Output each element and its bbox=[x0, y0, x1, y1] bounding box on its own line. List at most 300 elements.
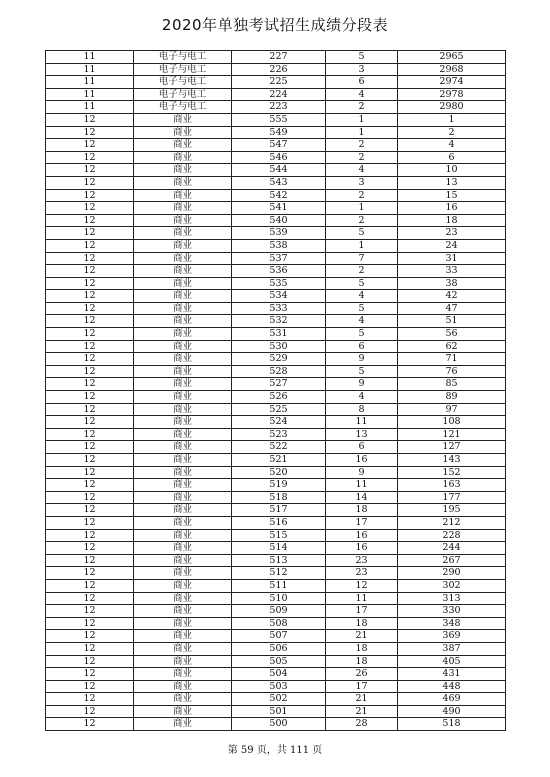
table-row bbox=[46, 454, 506, 467]
score-cell: 509 bbox=[232, 605, 326, 618]
cumulative-count-cell: 313 bbox=[398, 592, 506, 605]
table-body bbox=[46, 51, 506, 731]
footer-total-unit: 页 bbox=[312, 745, 323, 756]
table-row bbox=[46, 642, 506, 655]
count-cell: 16 bbox=[326, 454, 398, 467]
count-cell: 1 bbox=[326, 113, 398, 126]
cumulative-count-cell: 152 bbox=[398, 466, 506, 479]
table-row bbox=[46, 668, 506, 681]
category-code-cell: 12 bbox=[46, 592, 134, 605]
category-name-cell: 商业 bbox=[134, 605, 232, 618]
category-code-cell: 11 bbox=[46, 76, 134, 89]
score-cell: 530 bbox=[232, 340, 326, 353]
table-row bbox=[46, 302, 506, 315]
score-cell: 504 bbox=[232, 668, 326, 681]
page-title: 2020年单独考试招生成绩分段表 bbox=[161, 16, 389, 34]
cumulative-count-cell: 16 bbox=[398, 202, 506, 215]
cumulative-count-cell: 1 bbox=[398, 113, 506, 126]
category-code-cell: 12 bbox=[46, 290, 134, 303]
score-cell: 527 bbox=[232, 378, 326, 391]
count-cell: 5 bbox=[326, 302, 398, 315]
category-name-cell: 商业 bbox=[134, 214, 232, 227]
category-code-cell: 12 bbox=[46, 227, 134, 240]
score-cell: 227 bbox=[232, 51, 326, 64]
count-cell: 4 bbox=[326, 164, 398, 177]
count-cell: 12 bbox=[326, 579, 398, 592]
table-row bbox=[46, 227, 506, 240]
category-name-cell: 商业 bbox=[134, 328, 232, 341]
cumulative-count-cell: 195 bbox=[398, 504, 506, 517]
count-cell: 17 bbox=[326, 605, 398, 618]
cumulative-count-cell: 387 bbox=[398, 642, 506, 655]
table-row bbox=[46, 176, 506, 189]
score-cell: 515 bbox=[232, 529, 326, 542]
category-code-cell: 12 bbox=[46, 466, 134, 479]
score-cell: 555 bbox=[232, 113, 326, 126]
table-row bbox=[46, 315, 506, 328]
cumulative-count-cell: 51 bbox=[398, 315, 506, 328]
category-name-cell: 商业 bbox=[134, 705, 232, 718]
category-name-cell: 商业 bbox=[134, 403, 232, 416]
table-row bbox=[46, 113, 506, 126]
category-name-cell: 商业 bbox=[134, 265, 232, 278]
count-cell: 17 bbox=[326, 680, 398, 693]
category-name-cell: 电子与电工 bbox=[134, 76, 232, 89]
cumulative-count-cell: 13 bbox=[398, 176, 506, 189]
score-cell: 544 bbox=[232, 164, 326, 177]
category-name-cell: 商业 bbox=[134, 139, 232, 152]
table-row bbox=[46, 88, 506, 101]
score-cell: 529 bbox=[232, 353, 326, 366]
score-distribution-table bbox=[45, 50, 506, 731]
table-row bbox=[46, 340, 506, 353]
score-cell: 523 bbox=[232, 428, 326, 441]
table-row bbox=[46, 718, 506, 731]
table-row bbox=[46, 290, 506, 303]
score-cell: 541 bbox=[232, 202, 326, 215]
score-cell: 520 bbox=[232, 466, 326, 479]
count-cell: 2 bbox=[326, 151, 398, 164]
category-name-cell: 商业 bbox=[134, 277, 232, 290]
count-cell: 9 bbox=[326, 378, 398, 391]
count-cell: 18 bbox=[326, 642, 398, 655]
category-code-cell: 12 bbox=[46, 642, 134, 655]
count-cell: 14 bbox=[326, 491, 398, 504]
category-code-cell: 12 bbox=[46, 428, 134, 441]
cumulative-count-cell: 121 bbox=[398, 428, 506, 441]
cumulative-count-cell: 31 bbox=[398, 252, 506, 265]
cumulative-count-cell: 143 bbox=[398, 454, 506, 467]
category-name-cell: 商业 bbox=[134, 189, 232, 202]
count-cell: 4 bbox=[326, 315, 398, 328]
cumulative-count-cell: 15 bbox=[398, 189, 506, 202]
cumulative-count-cell: 2965 bbox=[398, 51, 506, 64]
category-code-cell: 12 bbox=[46, 403, 134, 416]
cumulative-count-cell: 469 bbox=[398, 693, 506, 706]
score-cell: 513 bbox=[232, 554, 326, 567]
score-cell: 524 bbox=[232, 416, 326, 429]
category-name-cell: 电子与电工 bbox=[134, 88, 232, 101]
score-cell: 505 bbox=[232, 655, 326, 668]
category-name-cell: 商业 bbox=[134, 516, 232, 529]
score-cell: 547 bbox=[232, 139, 326, 152]
count-cell: 2 bbox=[326, 101, 398, 114]
cumulative-count-cell: 38 bbox=[398, 277, 506, 290]
cumulative-count-cell: 302 bbox=[398, 579, 506, 592]
cumulative-count-cell: 290 bbox=[398, 567, 506, 580]
category-name-cell: 商业 bbox=[134, 391, 232, 404]
count-cell: 28 bbox=[326, 718, 398, 731]
table-row bbox=[46, 391, 506, 404]
count-cell: 2 bbox=[326, 214, 398, 227]
category-code-cell: 12 bbox=[46, 579, 134, 592]
table-row bbox=[46, 252, 506, 265]
category-name-cell: 商业 bbox=[134, 353, 232, 366]
category-name-cell: 商业 bbox=[134, 579, 232, 592]
table-row bbox=[46, 516, 506, 529]
category-code-cell: 12 bbox=[46, 176, 134, 189]
score-cell: 501 bbox=[232, 705, 326, 718]
category-name-cell: 商业 bbox=[134, 164, 232, 177]
score-cell: 542 bbox=[232, 189, 326, 202]
category-name-cell: 商业 bbox=[134, 542, 232, 555]
score-cell: 518 bbox=[232, 491, 326, 504]
table-row bbox=[46, 101, 506, 114]
category-name-cell: 商业 bbox=[134, 567, 232, 580]
count-cell: 1 bbox=[326, 202, 398, 215]
category-code-cell: 12 bbox=[46, 416, 134, 429]
category-code-cell: 12 bbox=[46, 189, 134, 202]
table-row bbox=[46, 466, 506, 479]
footer-page-number: 59 bbox=[240, 745, 254, 756]
cumulative-count-cell: 244 bbox=[398, 542, 506, 555]
score-cell: 534 bbox=[232, 290, 326, 303]
table-row bbox=[46, 680, 506, 693]
footer-prefix: 第 bbox=[227, 745, 238, 756]
table-row bbox=[46, 542, 506, 555]
category-code-cell: 12 bbox=[46, 164, 134, 177]
count-cell: 6 bbox=[326, 441, 398, 454]
cumulative-count-cell: 212 bbox=[398, 516, 506, 529]
category-code-cell: 12 bbox=[46, 277, 134, 290]
table-row bbox=[46, 378, 506, 391]
category-code-cell: 12 bbox=[46, 668, 134, 681]
cumulative-count-cell: 518 bbox=[398, 718, 506, 731]
score-cell: 223 bbox=[232, 101, 326, 114]
category-code-cell: 12 bbox=[46, 504, 134, 517]
category-code-cell: 12 bbox=[46, 516, 134, 529]
table-row bbox=[46, 605, 506, 618]
category-name-cell: 商业 bbox=[134, 176, 232, 189]
count-cell: 2 bbox=[326, 189, 398, 202]
table-row bbox=[46, 403, 506, 416]
count-cell: 6 bbox=[326, 340, 398, 353]
score-cell: 537 bbox=[232, 252, 326, 265]
count-cell: 18 bbox=[326, 617, 398, 630]
category-name-cell: 商业 bbox=[134, 126, 232, 139]
score-cell: 225 bbox=[232, 76, 326, 89]
count-cell: 1 bbox=[326, 239, 398, 252]
score-cell: 502 bbox=[232, 693, 326, 706]
table-row bbox=[46, 139, 506, 152]
cumulative-count-cell: 62 bbox=[398, 340, 506, 353]
category-code-cell: 12 bbox=[46, 693, 134, 706]
cumulative-count-cell: 431 bbox=[398, 668, 506, 681]
category-name-cell: 商业 bbox=[134, 252, 232, 265]
category-name-cell: 商业 bbox=[134, 290, 232, 303]
table-row bbox=[46, 491, 506, 504]
score-cell: 226 bbox=[232, 63, 326, 76]
table-row bbox=[46, 151, 506, 164]
count-cell: 17 bbox=[326, 516, 398, 529]
cumulative-count-cell: 2980 bbox=[398, 101, 506, 114]
category-name-cell: 商业 bbox=[134, 340, 232, 353]
category-code-cell: 12 bbox=[46, 126, 134, 139]
category-name-cell: 商业 bbox=[134, 113, 232, 126]
table-row bbox=[46, 567, 506, 580]
table-row bbox=[46, 529, 506, 542]
category-name-cell: 商业 bbox=[134, 491, 232, 504]
category-code-cell: 12 bbox=[46, 479, 134, 492]
table-row bbox=[46, 416, 506, 429]
count-cell: 5 bbox=[326, 365, 398, 378]
count-cell: 21 bbox=[326, 630, 398, 643]
count-cell: 2 bbox=[326, 139, 398, 152]
category-code-cell: 12 bbox=[46, 239, 134, 252]
score-cell: 224 bbox=[232, 88, 326, 101]
cumulative-count-cell: 348 bbox=[398, 617, 506, 630]
category-name-cell: 商业 bbox=[134, 479, 232, 492]
cumulative-count-cell: 6 bbox=[398, 151, 506, 164]
category-name-cell: 商业 bbox=[134, 239, 232, 252]
count-cell: 8 bbox=[326, 403, 398, 416]
table-row bbox=[46, 277, 506, 290]
category-code-cell: 12 bbox=[46, 265, 134, 278]
score-cell: 536 bbox=[232, 265, 326, 278]
count-cell: 5 bbox=[326, 51, 398, 64]
category-name-cell: 商业 bbox=[134, 617, 232, 630]
category-name-cell: 商业 bbox=[134, 441, 232, 454]
cumulative-count-cell: 267 bbox=[398, 554, 506, 567]
category-name-cell: 商业 bbox=[134, 668, 232, 681]
category-name-cell: 商业 bbox=[134, 202, 232, 215]
table-row bbox=[46, 126, 506, 139]
footer-total-pages: 111 bbox=[290, 745, 310, 756]
table-row bbox=[46, 51, 506, 64]
category-code-cell: 12 bbox=[46, 567, 134, 580]
category-code-cell: 12 bbox=[46, 151, 134, 164]
cumulative-count-cell: 56 bbox=[398, 328, 506, 341]
cumulative-count-cell: 448 bbox=[398, 680, 506, 693]
count-cell: 5 bbox=[326, 227, 398, 240]
footer-page-unit: 页，共 bbox=[256, 745, 287, 756]
category-code-cell: 12 bbox=[46, 139, 134, 152]
count-cell: 9 bbox=[326, 353, 398, 366]
table-row bbox=[46, 592, 506, 605]
cumulative-count-cell: 76 bbox=[398, 365, 506, 378]
score-cell: 522 bbox=[232, 441, 326, 454]
table-row bbox=[46, 63, 506, 76]
category-name-cell: 电子与电工 bbox=[134, 51, 232, 64]
count-cell: 4 bbox=[326, 391, 398, 404]
category-code-cell: 12 bbox=[46, 202, 134, 215]
table-row bbox=[46, 214, 506, 227]
category-code-cell: 12 bbox=[46, 113, 134, 126]
cumulative-count-cell: 33 bbox=[398, 265, 506, 278]
score-cell: 500 bbox=[232, 718, 326, 731]
count-cell: 13 bbox=[326, 428, 398, 441]
cumulative-count-cell: 18 bbox=[398, 214, 506, 227]
score-cell: 514 bbox=[232, 542, 326, 555]
category-code-cell: 12 bbox=[46, 680, 134, 693]
category-code-cell: 12 bbox=[46, 718, 134, 731]
count-cell: 6 bbox=[326, 76, 398, 89]
cumulative-count-cell: 163 bbox=[398, 479, 506, 492]
category-name-cell: 商业 bbox=[134, 630, 232, 643]
count-cell: 11 bbox=[326, 479, 398, 492]
score-cell: 540 bbox=[232, 214, 326, 227]
table-row bbox=[46, 705, 506, 718]
table-row bbox=[46, 479, 506, 492]
category-code-cell: 11 bbox=[46, 51, 134, 64]
table-row bbox=[46, 617, 506, 630]
category-code-cell: 12 bbox=[46, 529, 134, 542]
category-name-cell: 商业 bbox=[134, 416, 232, 429]
category-code-cell: 11 bbox=[46, 63, 134, 76]
cumulative-count-cell: 2968 bbox=[398, 63, 506, 76]
score-cell: 528 bbox=[232, 365, 326, 378]
count-cell: 23 bbox=[326, 554, 398, 567]
count-cell: 18 bbox=[326, 655, 398, 668]
count-cell: 16 bbox=[326, 542, 398, 555]
cumulative-count-cell: 2978 bbox=[398, 88, 506, 101]
cumulative-count-cell: 2 bbox=[398, 126, 506, 139]
table-row bbox=[46, 189, 506, 202]
category-name-cell: 商业 bbox=[134, 378, 232, 391]
score-cell: 521 bbox=[232, 454, 326, 467]
cumulative-count-cell: 24 bbox=[398, 239, 506, 252]
category-name-cell: 电子与电工 bbox=[134, 63, 232, 76]
score-cell: 517 bbox=[232, 504, 326, 517]
table-row bbox=[46, 504, 506, 517]
table-row bbox=[46, 239, 506, 252]
cumulative-count-cell: 330 bbox=[398, 605, 506, 618]
category-name-cell: 商业 bbox=[134, 554, 232, 567]
count-cell: 4 bbox=[326, 88, 398, 101]
count-cell: 23 bbox=[326, 567, 398, 580]
category-name-cell: 电子与电工 bbox=[134, 101, 232, 114]
table-row bbox=[46, 164, 506, 177]
score-cell: 533 bbox=[232, 302, 326, 315]
score-cell: 525 bbox=[232, 403, 326, 416]
table-row bbox=[46, 328, 506, 341]
count-cell: 9 bbox=[326, 466, 398, 479]
category-name-cell: 商业 bbox=[134, 227, 232, 240]
cumulative-count-cell: 228 bbox=[398, 529, 506, 542]
cumulative-count-cell: 2974 bbox=[398, 76, 506, 89]
count-cell: 21 bbox=[326, 693, 398, 706]
category-code-cell: 12 bbox=[46, 214, 134, 227]
score-cell: 546 bbox=[232, 151, 326, 164]
table-row bbox=[46, 428, 506, 441]
table-row bbox=[46, 579, 506, 592]
table-row bbox=[46, 630, 506, 643]
cumulative-count-cell: 490 bbox=[398, 705, 506, 718]
count-cell: 16 bbox=[326, 529, 398, 542]
category-code-cell: 12 bbox=[46, 655, 134, 668]
category-name-cell: 商业 bbox=[134, 680, 232, 693]
count-cell: 3 bbox=[326, 63, 398, 76]
score-cell: 510 bbox=[232, 592, 326, 605]
category-code-cell: 11 bbox=[46, 88, 134, 101]
score-cell: 512 bbox=[232, 567, 326, 580]
score-cell: 508 bbox=[232, 617, 326, 630]
category-code-cell: 11 bbox=[46, 101, 134, 114]
table-row bbox=[46, 441, 506, 454]
cumulative-count-cell: 369 bbox=[398, 630, 506, 643]
category-code-cell: 12 bbox=[46, 365, 134, 378]
score-cell: 538 bbox=[232, 239, 326, 252]
category-name-cell: 商业 bbox=[134, 302, 232, 315]
cumulative-count-cell: 97 bbox=[398, 403, 506, 416]
count-cell: 1 bbox=[326, 126, 398, 139]
count-cell: 21 bbox=[326, 705, 398, 718]
score-cell: 519 bbox=[232, 479, 326, 492]
cumulative-count-cell: 10 bbox=[398, 164, 506, 177]
table-row bbox=[46, 353, 506, 366]
cumulative-count-cell: 405 bbox=[398, 655, 506, 668]
category-code-cell: 12 bbox=[46, 378, 134, 391]
table-row bbox=[46, 265, 506, 278]
table-row bbox=[46, 76, 506, 89]
category-name-cell: 商业 bbox=[134, 529, 232, 542]
category-code-cell: 12 bbox=[46, 315, 134, 328]
score-cell: 503 bbox=[232, 680, 326, 693]
count-cell: 2 bbox=[326, 265, 398, 278]
table-row bbox=[46, 554, 506, 567]
category-code-cell: 12 bbox=[46, 252, 134, 265]
cumulative-count-cell: 47 bbox=[398, 302, 506, 315]
category-code-cell: 12 bbox=[46, 391, 134, 404]
category-code-cell: 12 bbox=[46, 328, 134, 341]
cumulative-count-cell: 108 bbox=[398, 416, 506, 429]
category-code-cell: 12 bbox=[46, 542, 134, 555]
count-cell: 26 bbox=[326, 668, 398, 681]
cumulative-count-cell: 89 bbox=[398, 391, 506, 404]
category-name-cell: 商业 bbox=[134, 151, 232, 164]
category-name-cell: 商业 bbox=[134, 315, 232, 328]
cumulative-count-cell: 85 bbox=[398, 378, 506, 391]
count-cell: 3 bbox=[326, 176, 398, 189]
category-code-cell: 12 bbox=[46, 705, 134, 718]
score-cell: 549 bbox=[232, 126, 326, 139]
category-code-cell: 12 bbox=[46, 340, 134, 353]
category-code-cell: 12 bbox=[46, 617, 134, 630]
cumulative-count-cell: 4 bbox=[398, 139, 506, 152]
category-code-cell: 12 bbox=[46, 605, 134, 618]
score-cell: 539 bbox=[232, 227, 326, 240]
page-footer bbox=[0, 741, 550, 756]
category-code-cell: 12 bbox=[46, 630, 134, 643]
score-cell: 535 bbox=[232, 277, 326, 290]
category-code-cell: 12 bbox=[46, 441, 134, 454]
count-cell: 5 bbox=[326, 277, 398, 290]
category-code-cell: 12 bbox=[46, 554, 134, 567]
cumulative-count-cell: 127 bbox=[398, 441, 506, 454]
score-cell: 507 bbox=[232, 630, 326, 643]
score-cell: 532 bbox=[232, 315, 326, 328]
count-cell: 5 bbox=[326, 328, 398, 341]
